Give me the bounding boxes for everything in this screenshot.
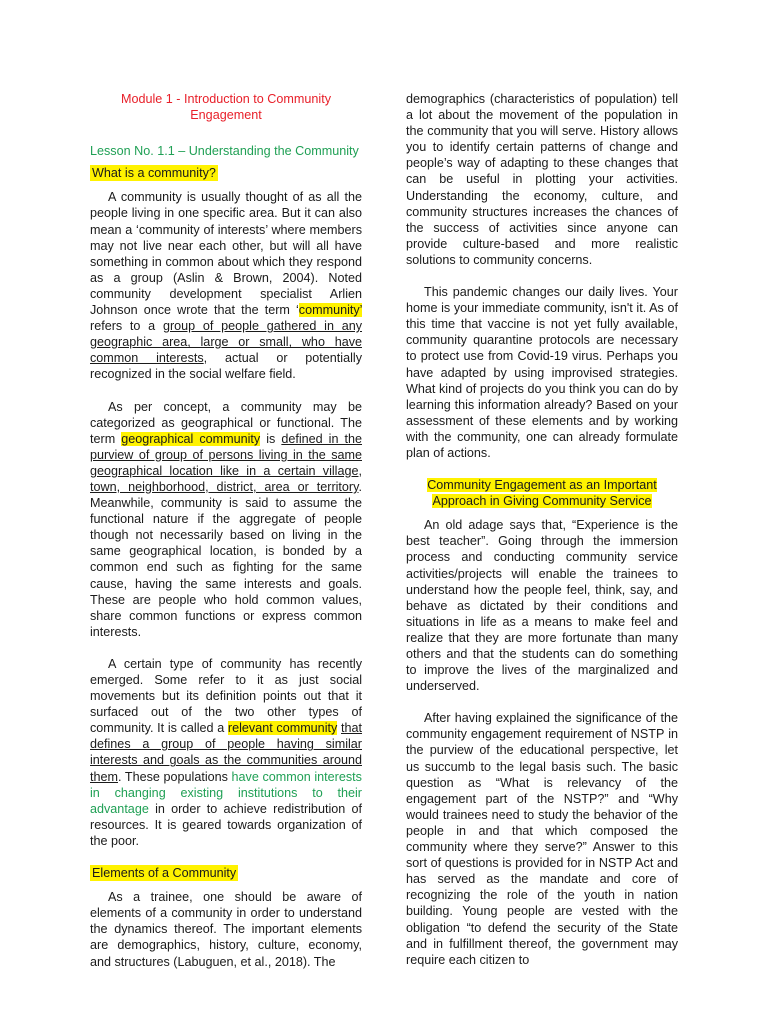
- paragraph-geographical-functional: As per concept, a community may be categorized as geographical or functional. The term geographical community is defined in the purview of group of persons living in the same geographical location like in a certain village, town, neighborhood, district, area or territory. Meanwhile, community is said to assume the functional nature if the aggregate of people though not necessarily based on living in the same geographical location, is bonded by a common end such as fighting for the same cause, having the same interests and goals. These are people who hold common values, share common functions or express common interests.: [90, 399, 362, 639]
- highlight-relevant-community: relevant community: [227, 721, 338, 736]
- paragraph-pandemic: This pandemic changes our daily lives. Your home is your immediate community, isn't it. As of this time that vaccine is not yet fully available, community quarantine protocols are necessary to protect use from Covid-19 virus. Perhaps you have adapted by using improvised strategies. What kind of projects do you think you can do by learning this information already? Based on your assessment of these elements and by working with the community, one can already formulate plan of actions.: [406, 285, 678, 460]
- underlined-geographical-definition: defined in the purview of group of persons living in the same geographical location like in a certain village, town, neighborhood, district, area or territory: [90, 431, 362, 494]
- section-heading-what-is-community: What is a community?: [92, 166, 216, 181]
- paragraph-demographics: demographics (characteristics of population) tell a lot about the movement of the population in the community that you will serve. History allows you to identify certain patterns of change and people’s way of adapting to these changes that can be useful in plotting your activities. Understanding the economy, culture, and community structures increases the chances of the success of activities since anyone can provide culture-based and more realistic solutions to community concerns.: [406, 92, 678, 267]
- module-title: Module 1 - Introduction to Community Engagement: [121, 92, 331, 123]
- green-common-interests: have common interests in changing existing institutions to their advantage: [90, 769, 362, 816]
- section-heading-community-engagement: Community Engagement as an Important Approach in Giving Community Service: [427, 478, 657, 509]
- section-heading-elements: Elements of a Community: [92, 866, 237, 881]
- lesson-title: Lesson No. 1.1 – Understanding the Community: [90, 144, 359, 159]
- underlined-relevant-definition: that defines a group of people having similar interests and goals as the communities around them: [90, 721, 363, 784]
- paragraph-nstp-legal-basis: After having explained the significance of the community engagement requirement of NSTP in the purview of the educational perspective, let us succumb to the legal basis such. The basic question as “What is relevancy of the engagement part of the NSTP?” and “Why would trainees need to study the behavior of the people in and that which composed the community where they serve?” Answer to this sort of questions is provided for in NSTP Act and has served as the mandate and core of recognizing the role of the youth in nation building. Young people are vested with the obligation “to defend the security of the State and in fulfillment thereof, the government may require each citizen to: [406, 711, 678, 967]
- highlight-community: community’: [298, 303, 362, 318]
- paragraph-experience: An old adage says that, “Experience is the best teacher”. Going through the immersion process and conducting community service activities/projects will enable the trainees to understand how the people feel, think, say, and behave as dictated by their conditions and situations in life as a means to make feel and realize that they are more fortunate than many others and that the students can do something to improve the lives of the marginalized and underserved.: [406, 518, 678, 694]
- paragraph-relevant-community: A certain type of community has recently emerged. Some refer to it as just social movements but its definition points out that it surfaced out of the two other types of community. It is called a relevant community that defines a group of people having similar interests and goals as the communities around them. These populations have common interests in changing existing institutions to their advantage in order to achieve redistribution of resources. It is geared towards organization of the poor.: [90, 656, 363, 848]
- paragraph-elements: As a trainee, one should be aware of elements of a community in order to understand the dynamics thereof. The important elements are demographics, history, culture, economy, and structures (Labuguen, et al., 2018). The: [90, 890, 362, 969]
- paragraph-community-definition: A community is usually thought of as all the people living in one specific area. But it can also mean a ‘community of interests’ where members may not live near each other, but will all have something in common about which they respond as a group (Aslin & Brown, 2004). Noted community development specialist Arlien Johnson once wrote that the term ‘community’ refers to a group of people gathered in any geographic area, large or small, who have common interests, actual or potentially recognized in the social welfare field.: [90, 190, 363, 382]
- highlight-geographical-community: geographical community: [121, 431, 261, 446]
- underlined-definition: group of people gathered in any geographic area, large or small, who have common interests: [90, 319, 362, 366]
- right-column: [406, 91, 678, 968]
- left-column: [90, 91, 362, 970]
